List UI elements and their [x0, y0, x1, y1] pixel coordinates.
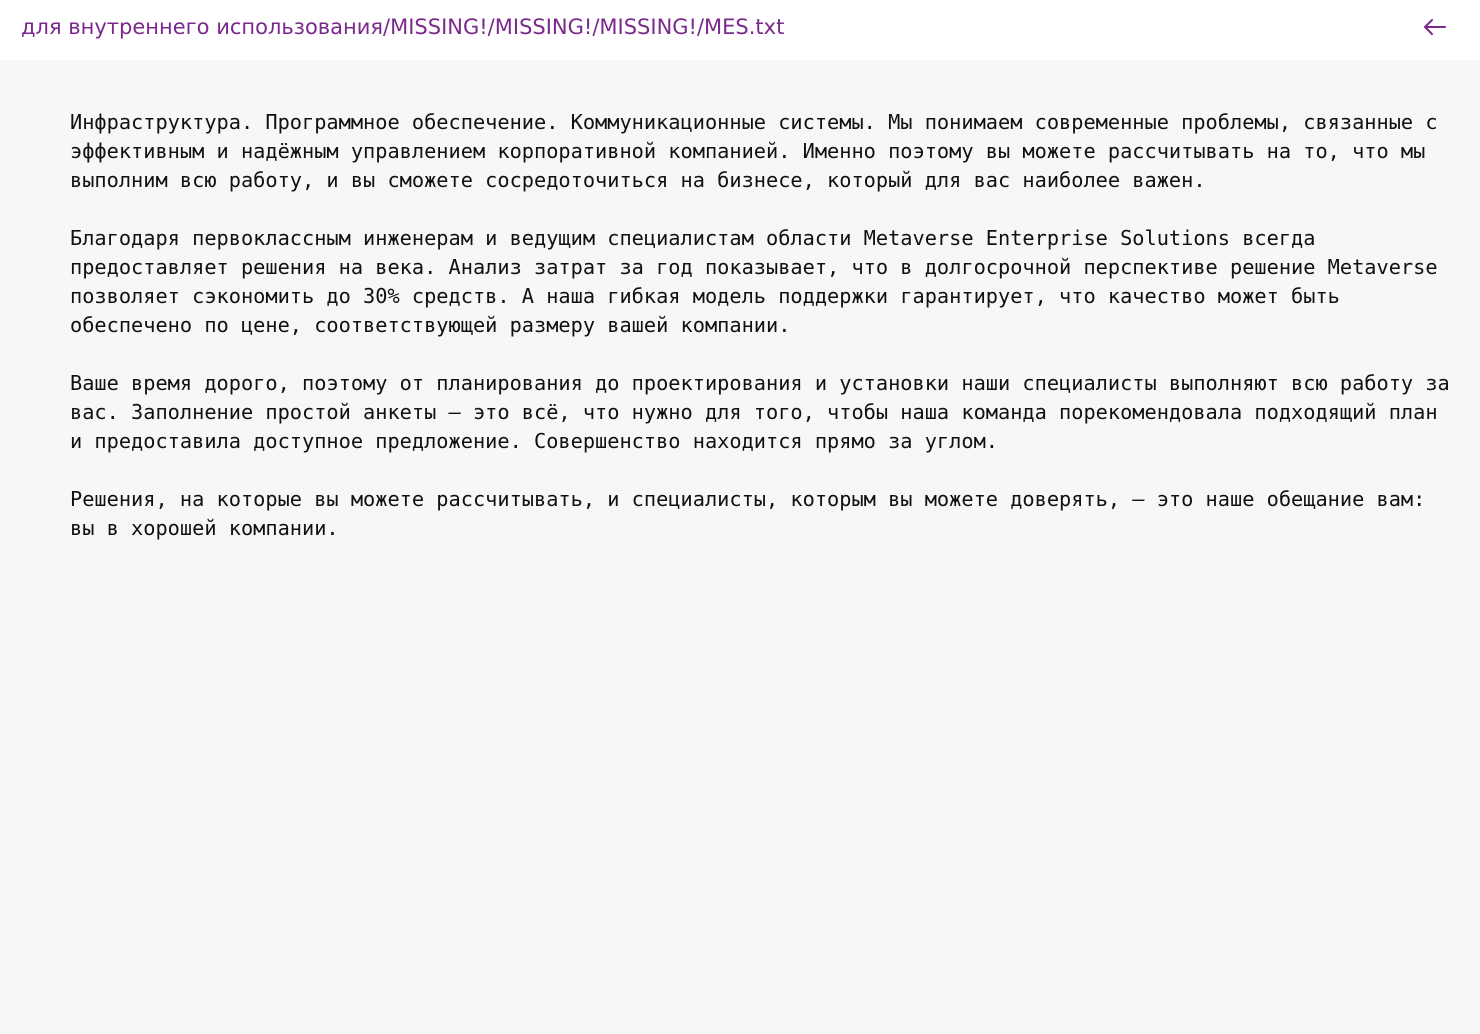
paragraph: Ваше время дорого, поэтому от планирования до проектирования и установки наши специалисты выполняют всю работу за вас. Заполнение простой анкеты – это всё, что нужно для того, чтобы наша команда порекомендовала подходящий план и предоставила доступное предложение. Совершенство находится прямо за углом.: [70, 371, 1450, 453]
file-path: для внутреннего использования/MISSING!/MISSING!/MISSING!/MES.txt: [21, 15, 785, 39]
document-text: [70, 108, 1450, 572]
paragraph: Инфраструктура. Программное обеспечение. Коммуникационные системы. Мы понимаем современные проблемы, связанные с эффективным и надёжным управлением корпоративной компанией. Именно поэтому вы можете рассчитывать на то, что мы выполним всю работу, и вы сможете сосредоточиться на бизнесе, который для вас наиболее важен.: [70, 110, 1438, 192]
arrow-left-icon: [1420, 12, 1450, 42]
paragraph: Благодаря первоклассным инженерам и ведущим специалистам области Metaverse Enterprise Solutions всегда предоставляет решения на века. Анализ затрат за год показывает, что в долгосрочной перспективе решение Metaverse позволяет сэкономить до 30% средств. А наша гибкая модель поддержки гарантирует, что качество может быть обеспечено по цене, соответствующей размеру вашей компании.: [70, 226, 1438, 337]
header-bar: [0, 0, 1480, 60]
paragraph: Решения, на которые вы можете рассчитывать, и специалисты, которым вы можете доверять, – это наше обещание вам: вы в хорошей компании.: [70, 487, 1426, 540]
back-button[interactable]: [1420, 12, 1450, 42]
